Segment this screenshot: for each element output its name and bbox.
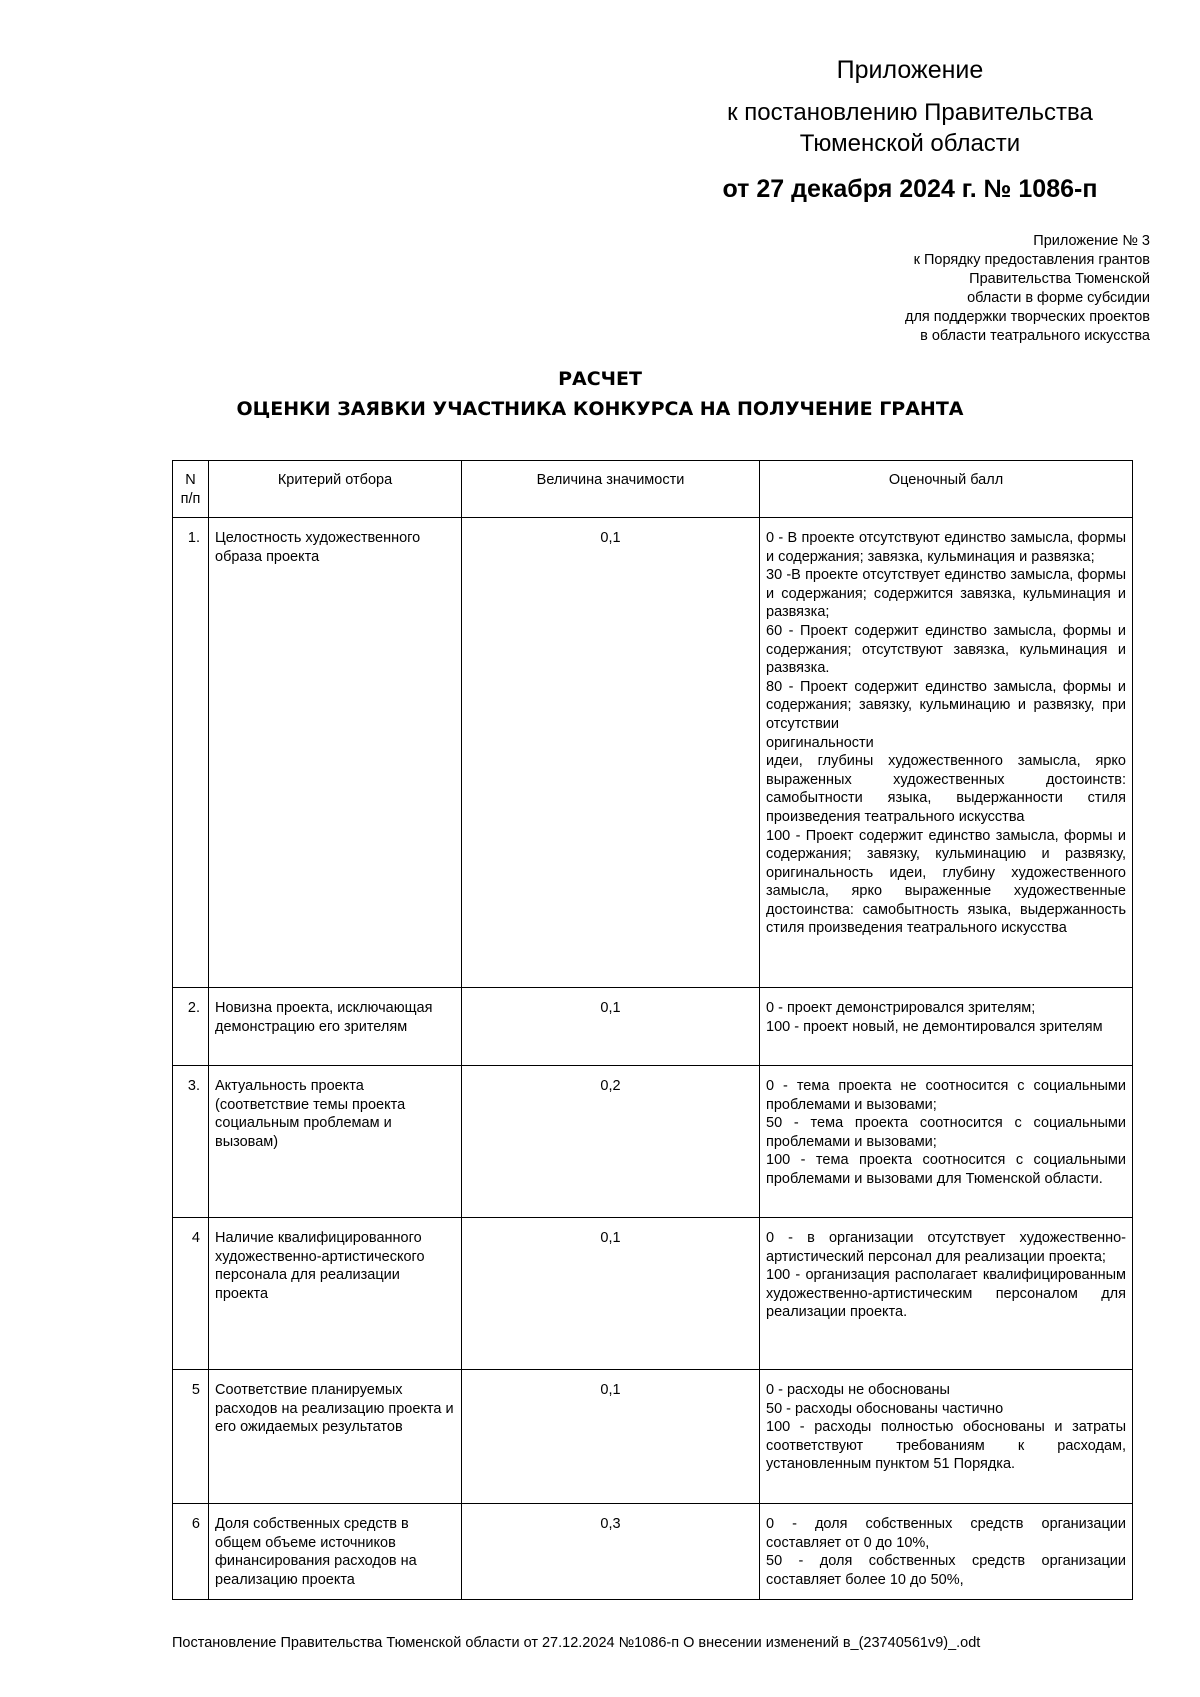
row-criterion: Новизна проекта, исключающая демонстрацию его зрителям xyxy=(209,988,462,1066)
score-line: 80 - Проект содержит единство замысла, формы и содержания; завязку, кульминацию и развязку, при отсутствии xyxy=(766,678,1126,732)
appendix-line: Правительства Тюменской xyxy=(969,271,1150,287)
table-row xyxy=(173,1218,1133,1370)
row-num: 3. xyxy=(173,1066,209,1218)
row-criterion: Доля собственных средств в общем объеме источников финансирования расходов на реализацию проекта xyxy=(209,1504,462,1600)
table-row xyxy=(173,1066,1133,1218)
score-line: оригинальности xyxy=(766,734,874,751)
table-row xyxy=(173,1370,1133,1504)
row-num: 1. xyxy=(173,518,209,988)
row-weight: 0,1 xyxy=(462,518,760,988)
row-score xyxy=(760,518,1133,988)
header-weight: Величина значимости xyxy=(462,461,760,518)
appendix-heading: Приложение xyxy=(836,56,984,84)
score-line: 0 - расходы не обоснованы xyxy=(766,1382,950,1398)
score-line: 30 -В проекте отсутствует единство замысла, формы и содержания; содержится завязка, кульминация и развязка; xyxy=(766,567,1126,621)
header-criterion: Критерий отбора xyxy=(209,461,462,518)
score-line: 50 - тема проекта соотносится с социальными проблемами и вызовами; xyxy=(766,1115,1126,1150)
appendix-line: к Порядку предоставления грантов xyxy=(913,252,1150,268)
row-criterion: Актуальность проекта (соответствие темы проекта социальным проблемам и вызовам) xyxy=(209,1066,462,1218)
row-criterion: Соответствие планируемых расходов на реализацию проекта и его ожидаемых результатов xyxy=(209,1370,462,1504)
row-weight: 0,1 xyxy=(462,988,760,1066)
header-num: N п/п xyxy=(173,461,209,518)
appendix-line: Приложение № 3 xyxy=(1033,233,1150,249)
row-num: 5 xyxy=(173,1370,209,1504)
row-num: 4 xyxy=(173,1218,209,1370)
table-row xyxy=(173,988,1133,1066)
score-line: 50 - расходы обоснованы частично xyxy=(766,1400,1004,1417)
appendix-line: области в форме субсидии xyxy=(967,290,1150,306)
title-line-1: РАСЧЕТ xyxy=(558,368,642,390)
file-footer: Постановление Правительства Тюменской области от 27.12.2024 №1086-п О внесении изменений в_(23740561v9)_.odt xyxy=(172,1635,981,1651)
row-score xyxy=(760,1066,1133,1218)
score-line: 0 - В проекте отсутствуют единство замысла, формы и содержания; завязка, кульминация и развязка; xyxy=(766,530,1126,565)
score-line: 50 - доля собственных средств организации составляет более 10 до 50%, xyxy=(766,1553,1126,1588)
row-weight: 0,1 xyxy=(462,1218,760,1370)
row-criterion: Наличие квалифицированного художественно-артистического персонала для реализации проекта xyxy=(209,1218,462,1370)
row-score xyxy=(760,988,1133,1066)
score-line: 0 - доля собственных средств организации составляет от 0 до 10%, xyxy=(766,1516,1126,1551)
score-line: идеи, глубины художественного замысла, ярко выраженных художественных достоинств: самобытности языка, выдержанности стиля произведения театрального искусства xyxy=(766,753,1126,825)
resolution-header xyxy=(690,55,1130,205)
header-score: Оценочный балл xyxy=(760,461,1133,518)
criteria-table xyxy=(172,460,1133,1600)
resolution-line-1: к постановлению Правительства xyxy=(727,99,1093,126)
row-score xyxy=(760,1504,1133,1600)
score-line: 60 - Проект содержит единство замысла, формы и содержания; отсутствуют завязка, кульминация и развязка. xyxy=(766,622,1126,677)
row-criterion: Целостность художественного образа проекта xyxy=(209,518,462,988)
appendix-line: в области театрального искусства xyxy=(920,328,1150,344)
table-row xyxy=(173,518,1133,988)
row-weight: 0,2 xyxy=(462,1066,760,1218)
score-line: 100 - организация располагает квалифицированным художественно-артистическим персоналом для реализации проекта. xyxy=(766,1267,1126,1321)
score-line: 0 - тема проекта не соотносится с социальными проблемами и вызовами; xyxy=(766,1078,1126,1113)
row-weight: 0,1 xyxy=(462,1370,760,1504)
row-score xyxy=(760,1370,1133,1504)
table-row xyxy=(173,1504,1133,1600)
row-score xyxy=(760,1218,1133,1370)
score-line: 100 - тема проекта соотносится с социальными проблемами и вызовами для Тюменской области. xyxy=(766,1152,1126,1187)
score-line: 0 - проект демонстрировался зрителям; xyxy=(766,1000,1036,1016)
table-header-row xyxy=(173,461,1133,518)
appendix-line: для поддержки творческих проектов xyxy=(905,309,1150,325)
row-num: 2. xyxy=(173,988,209,1066)
score-line: 100 - проект новый, не демонтировался зрителям xyxy=(766,1018,1103,1035)
row-num: 6 xyxy=(173,1504,209,1600)
resolution-date: от 27 декабря 2024 г. № 1086-п xyxy=(722,175,1098,203)
score-line: 100 - Проект содержит единство замысла, формы и содержания; завязку, кульминацию и развязку, оригинальность идеи, глубину художественного замысла, ярко выраженные художественные достоинства: самобытность языка, выдержанность стиля произведения театрального искусства xyxy=(766,827,1126,937)
score-line: 100 - расходы полностью обоснованы и затраты соответствуют требованиям к расходам, установленным пунктом 51 Порядка. xyxy=(766,1419,1126,1473)
title-line-2: ОЦЕНКИ ЗАЯВКИ УЧАСТНИКА КОНКУРСА НА ПОЛУЧЕНИЕ ГРАНТА xyxy=(236,398,964,420)
appendix-reference xyxy=(730,232,1150,346)
score-line: 0 - в организации отсутствует художественно-артистический персонал для реализации проекта; xyxy=(766,1230,1126,1265)
resolution-line-2: Тюменской области xyxy=(799,130,1021,157)
row-weight: 0,3 xyxy=(462,1504,760,1600)
document-title xyxy=(0,364,1200,424)
